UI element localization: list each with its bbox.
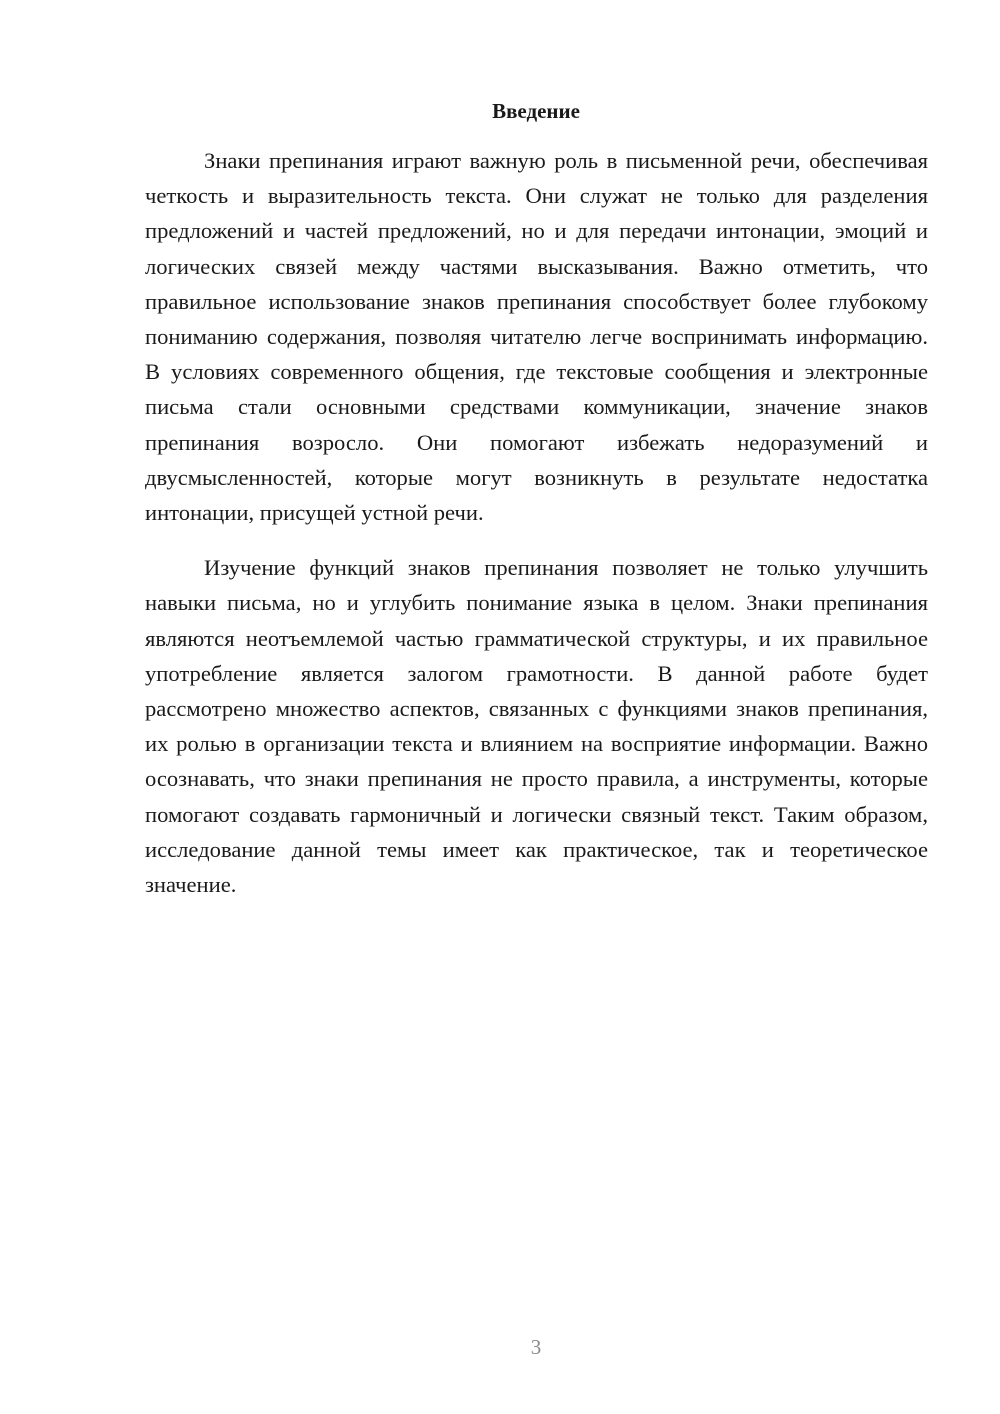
body-text	[145, 143, 928, 902]
page-number: 3	[530, 1335, 542, 1359]
paragraph-2: Изучение функций знаков препинания позволяет не только улучшить навыки письма, но и углубить понимание языка в целом. Знаки препинания являются неотъемлемой частью грамматической структуры, и их правильное употребление является залогом грамотности. В данной работе будет рассмотрено множество аспектов, связанных с функциями знаков препинания, их ролью в организации текста и влиянием на восприятие информации. Важно осознавать, что знаки препинания не просто правила, а инструменты, которые помогают создавать гармоничный и логически связный текст. Таким образом, исследование данной темы имеет как практическое, так и теоретическое значение.	[145, 555, 928, 898]
paragraph-1: Знаки препинания играют важную роль в письменной речи, обеспечивая четкость и выразительность текста. Они служат не только для разделения предложений и частей предложений, но и для передачи интонации, эмоций и логических связей между частями высказывания. Важно отметить, что правильное использование знаков препинания способствует более глубокому пониманию содержания, позволяя читателю легче воспринимать информацию. В условиях современного общения, где текстовые сообщения и электронные письма стали основными средствами коммуникации, значение знаков препинания возросло. Они помогают избежать недоразумений и двусмысленностей, которые могут возникнуть в результате недостатка интонации, присущей устной речи.	[145, 148, 928, 526]
section-heading: Введение	[492, 99, 580, 123]
